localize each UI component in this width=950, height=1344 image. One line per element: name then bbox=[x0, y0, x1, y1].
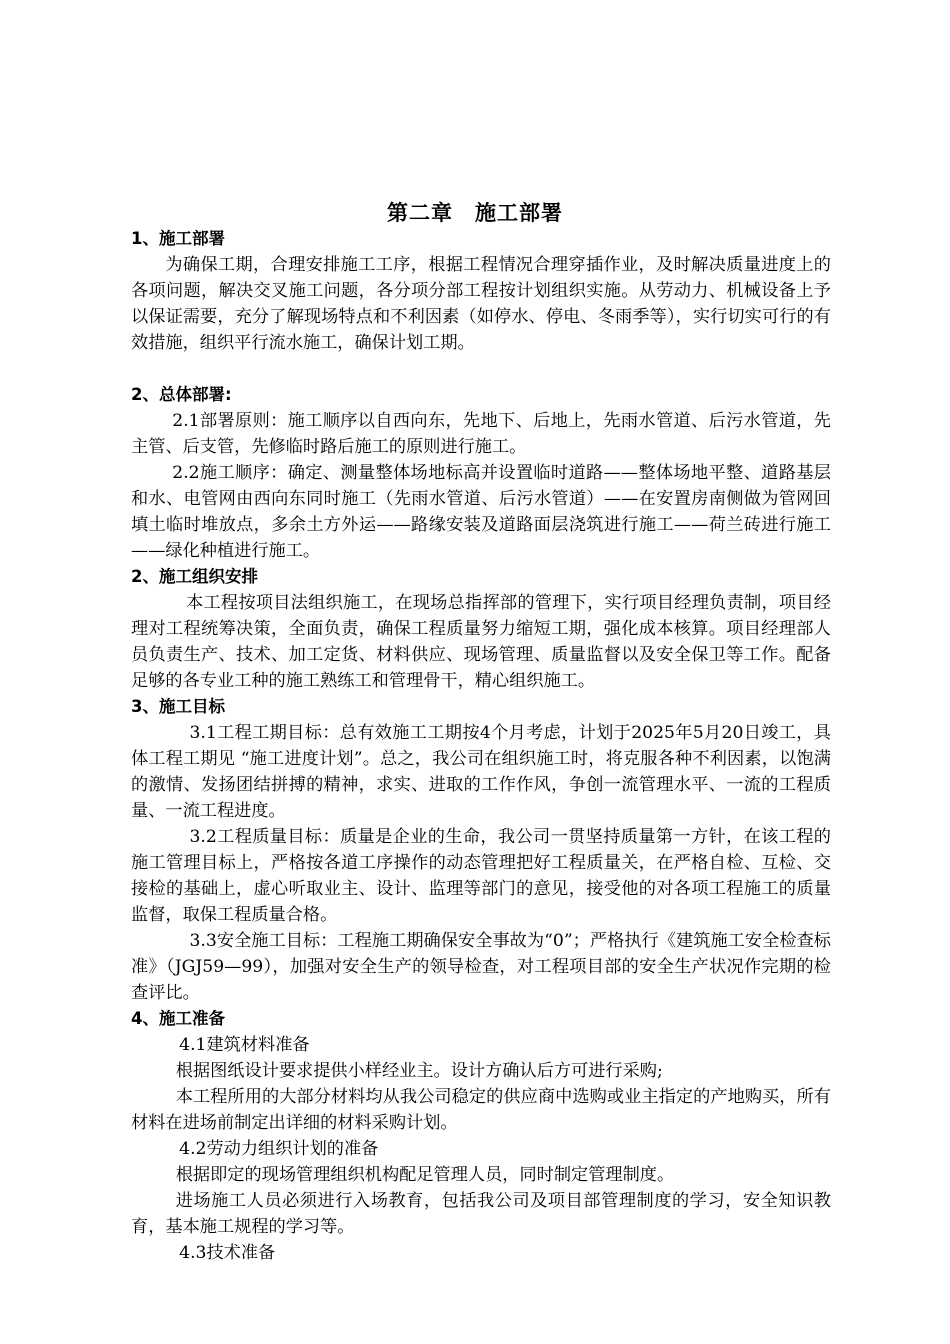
paragraph: 进场施工人员必须进行入场教育，包括我公司及项目部管理制度的学习，安全知识教育，基本施工规程的学习等。 bbox=[131, 1191, 831, 1237]
section-heading-3: 2、施工组织安排 bbox=[131, 567, 258, 586]
paragraph: 根据即定的现场管理组织机构配足管理人员，同时制定管理制度。 bbox=[175, 1165, 675, 1185]
paragraph: 2.2施工顺序：确定、测量整体场地标高并设置临时道路——整体场地平整、道路基层和水、电管网由西向东同时施工（先雨水管道、后污水管道）——在安置房南侧做为管网回填土临时堆放点，多余土方外运——路缘安装及道路面层浇筑进行施工——荷兰砖进行施工——绿化种植进行施工。 bbox=[131, 463, 831, 561]
chapter-title: 第二章 施工部署 bbox=[387, 200, 563, 225]
paragraph: 3.1工程工期目标：总有效施工工期按4个月考虑，计划于2025年5月20日竣工，具体工程工期见 “施工进度计划”。总之，我公司在组织施工时，将克服各种不利因素，以饱满的激情、发扬团结拼搏的精神，求实、进取的工作作风，争创一流管理水平、一流的工程质量、一流工程进度。 bbox=[131, 723, 831, 821]
section-heading-1: 1、施工部署 bbox=[131, 229, 225, 248]
section-heading-5: 4、施工准备 bbox=[131, 1009, 225, 1028]
paragraph: 根据图纸设计要求提供小样经业主。设计方确认后方可进行采购; bbox=[175, 1061, 663, 1081]
paragraph: 为确保工期，合理安排施工工序，根据工程情况合理穿插作业，及时解决质量进度上的各项问题，解决交叉施工问题，各分项分部工程按计划组织实施。从劳动力、机械设备上予以保证需要，充分了解现场特点和不利因素（如停水、停电、冬雨季等），实行切实可行的有效措施，组织平行流水施工，确保计划工期。 bbox=[131, 255, 831, 353]
subsection-heading: 4.3技术准备 bbox=[179, 1243, 276, 1263]
section-heading-4: 3、施工目标 bbox=[131, 697, 225, 716]
subsection-heading: 4.2劳动力组织计划的准备 bbox=[179, 1139, 379, 1159]
paragraph: 本工程按项目法组织施工，在现场总指挥部的管理下，实行项目经理负责制，项目经理对工程统筹决策，全面负责，确保工程质量努力缩短工期，强化成本核算。项目经理部人员负责生产、技术、加工定货、材料供应、现场管理、质量监督以及安全保卫等工作。配备足够的各专业工种的施工熟练工和管理骨干，精心组织施工。 bbox=[131, 593, 831, 691]
paragraph: 2.1部署原则：施工顺序以自西向东，先地下、后地上，先雨水管道、后污水管道，先主管、后支管，先修临时路后施工的原则进行施工。 bbox=[131, 411, 831, 457]
subsection-heading: 4.1建筑材料准备 bbox=[179, 1035, 310, 1055]
paragraph: 3.3安全施工目标：工程施工期确保安全事故为“0”；严格执行《建筑施工安全检查标准》（JGJ59—99），加强对安全生产的领导检查，对工程项目部的安全生产状况作完期的检查评比。 bbox=[131, 931, 831, 1003]
paragraph: 3.2工程质量目标：质量是企业的生命，我公司一贯坚持质量第一方针，在该工程的施工管理目标上，严格按各道工序操作的动态管理把好工程质量关，在严格自检、互检、交接检的基础上，虚心听取业主、设计、监理等部门的意见，接受他的对各项工程施工的质量监督，取保工程质量合格。 bbox=[131, 827, 831, 925]
document-body bbox=[131, 226, 831, 1266]
section-heading-2: 2、总体部署: bbox=[131, 385, 232, 404]
spacer bbox=[131, 356, 831, 382]
paragraph: 本工程所用的大部分材料均从我公司稳定的供应商中选购或业主指定的产地购买，所有材料在进场前制定出详细的材料采购计划。 bbox=[131, 1087, 831, 1133]
